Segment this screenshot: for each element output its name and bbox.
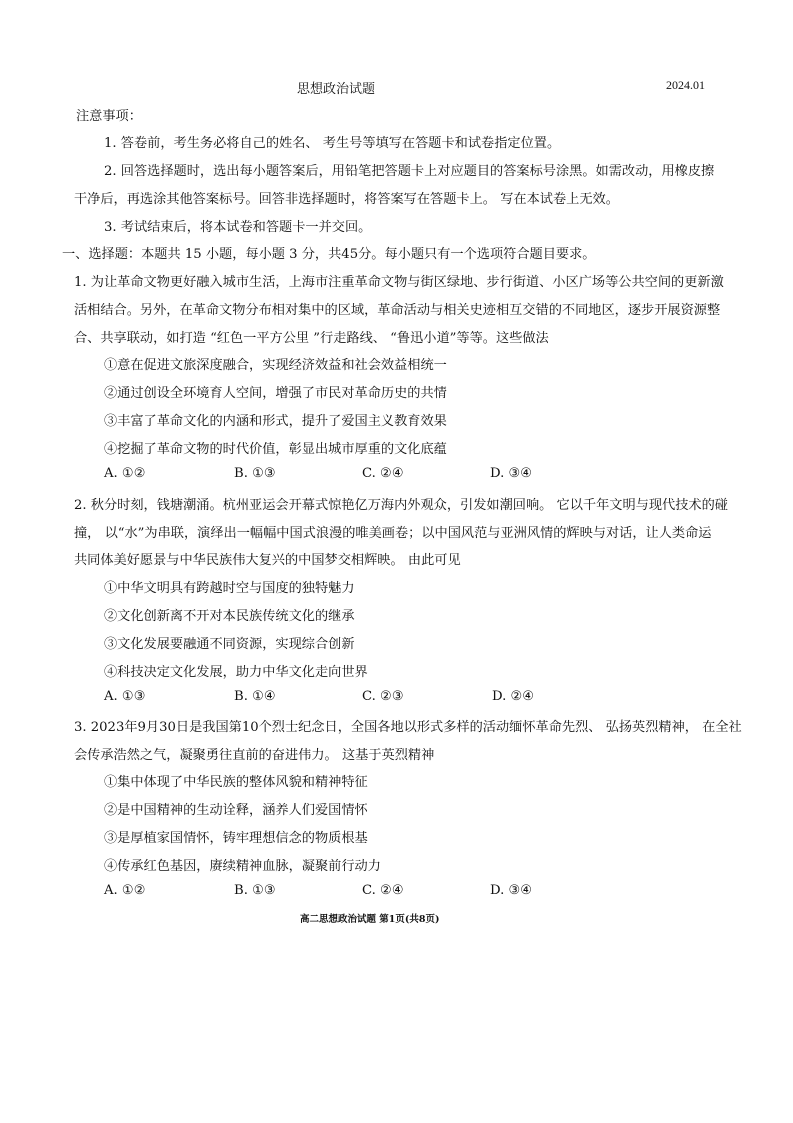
question-stem-line: 3. 2023年9月30日是我国第10个烈士纪念日，全国各地以形式多样的活动缅怀革命先烈、 弘扬英烈精神， 在全社 — [74, 720, 742, 735]
page-footer: 高二思想政治试题 第1页(共8页) — [300, 914, 440, 925]
notice-heading: 注意事项： — [76, 109, 142, 124]
statement: ②文化创新离不开对本民族传统文化的继承 — [104, 609, 355, 624]
section-heading: 一、选择题：本题共 15 小题，每小题 3 分，共45分。每小题只有一个选项符合题目要求。 — [62, 247, 596, 262]
question-stem-line: 活相结合。另外，在革命文物分布相对集中的区域，革命活动与相关史迹相互交错的不同地区，逐步开展资源整 — [74, 303, 721, 318]
option-d: D. ③④ — [490, 883, 533, 898]
question-stem-line: 共同体美好愿景与中华民族伟大复兴的中国梦交相辉映。 由此可见 — [74, 553, 461, 568]
notice-item-2-line-1: 2. 回答选择题时，选出每小题答案后，用铅笔把答题卡上对应题目的答案标号涂黑。如需改动，用橡皮擦 — [104, 164, 715, 179]
option-c: C. ②③ — [362, 689, 404, 704]
statement: ③文化发展要融通不同资源，实现综合创新 — [104, 637, 355, 652]
statement: ①意在促进文旅深度融合，实现经济效益和社会效益相统一 — [104, 358, 447, 373]
notice-item-1: 1. 答卷前，考生务必将自己的姓名、 考生号等填写在答题卡和试卷指定位置。 — [104, 136, 561, 151]
exam-date: 2024.01 — [666, 78, 705, 92]
option-b: B. ①④ — [234, 689, 276, 704]
notice-item-3: 3. 考试结束后，将本试卷和答题卡一并交回。 — [104, 220, 372, 235]
statement: ③是厚植家国情怀，铸牢理想信念的物质根基 — [104, 831, 368, 846]
notice-item-2-line-2: 干净后，再选涂其他答案标号。回答非选择题时，将答案写在答题卡上。 写在本试卷上无效。 — [74, 192, 619, 207]
page-title: 思想政治试题 — [297, 82, 376, 97]
option-a: A. ①② — [104, 883, 146, 898]
statement: ③丰富了革命文化的内涵和形式，提升了爱国主义教育效果 — [104, 414, 447, 429]
statement: ④传承红色基因，赓续精神血脉，凝聚前行动力 — [104, 859, 381, 874]
option-c: C. ②④ — [362, 883, 404, 898]
statement: ④科技决定文化发展，助力中华文化走向世界 — [104, 665, 368, 680]
option-b: B. ①③ — [234, 883, 276, 898]
statement: ④挖掘了革命文物的时代价值，彰显出城市厚重的文化底蕴 — [104, 442, 447, 457]
option-b: B. ①③ — [234, 466, 276, 481]
option-d: D. ②④ — [492, 689, 535, 704]
question-stem-line: 撞， 以“水”为串联，演绎出一幅幅中国式浪漫的唯美画卷；以中国风范与亚洲风情的辉映与对话，让人类命运 — [74, 526, 712, 541]
option-d: D. ③④ — [490, 466, 533, 481]
option-c: C. ②④ — [362, 466, 404, 481]
question-stem-line: 2. 秋分时刻，钱塘潮涌。杭州亚运会开幕式惊艳亿万海内外观众，引发如潮回响。 它以千年文明与现代技术的碰 — [74, 498, 728, 513]
option-a: A. ①② — [104, 466, 146, 481]
statement: ②通过创设全环境育人空间，增强了市民对革命历史的共情 — [104, 386, 447, 401]
option-a: A. ①③ — [104, 689, 146, 704]
question-stem-line: 1. 为让革命文物更好融入城市生活，上海市注重革命文物与街区绿地、步行街道、小区广场等公共空间的更新激 — [74, 275, 724, 290]
statement: ①中华文明具有跨越时空与国度的独特魅力 — [104, 581, 355, 596]
question-stem-line: 会传承浩然之气，凝聚勇往直前的奋进伟力。 这基于英烈精神 — [74, 748, 435, 763]
statement: ①集中体现了中华民族的整体风貌和精神特征 — [104, 775, 368, 790]
question-stem-line: 合、共享联动，如打造 “红色一平方公里 ”行走路线、 “鲁迅小道”等等。这些做法 — [74, 331, 549, 346]
statement: ②是中国精神的生动诠释，涵养人们爱国情怀 — [104, 803, 368, 818]
